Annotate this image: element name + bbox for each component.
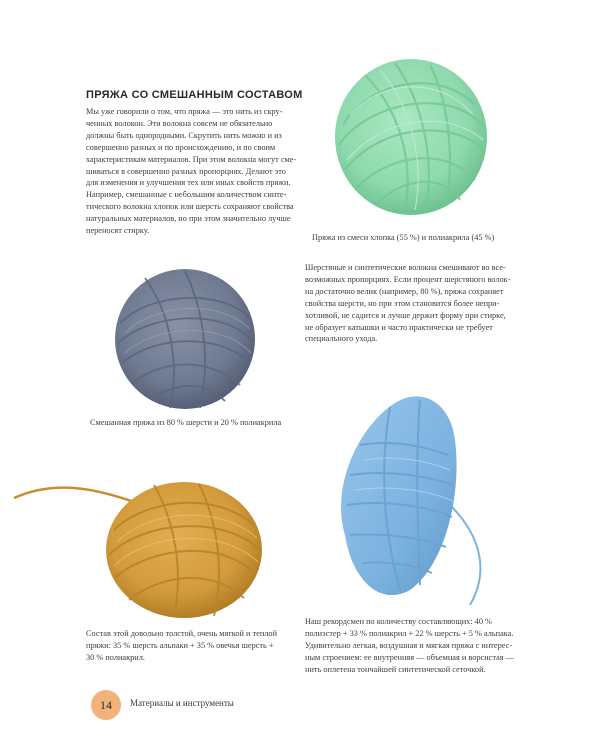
mustard-yarn-photo — [14, 470, 274, 620]
green-yarn-photo — [325, 45, 495, 225]
gray-yarn-caption: Смешанная пряжа из 80 % шерсти и 20 % полиакрила — [90, 418, 282, 427]
text-line: на достаточно велик (например, 80 %), пряжа сохраняет — [305, 286, 504, 296]
text-line: переносят стирку. — [86, 226, 150, 236]
blue-yarn-photo — [320, 385, 500, 615]
text-line: Наш рекордсмен по количеству составляющих: 40 % — [305, 617, 492, 626]
green-yarn-caption: Пряжа из смеси хлопка (55 %) и полиакрила (45 %) — [312, 233, 495, 242]
text-line: Состав этой довольно толстой, очень мягкой и теплой — [86, 629, 278, 638]
text-line: совершенно разных и по происхождению, и по своим — [86, 142, 276, 152]
text-line: 30 % полиакрил. — [86, 652, 145, 662]
page-number: 14 — [91, 690, 121, 720]
text-line: Шерстяные и синтетические волокна смешивают во все- — [305, 263, 506, 272]
text-line: Например, смешанные с небольшим количеством синте- — [86, 190, 287, 200]
text-line: ным строением: ее внутренняя — объемная и ворсистая — — [305, 652, 514, 662]
wool-paragraph — [305, 262, 510, 345]
text-line: полиэстер + 33 % полиакрил + 22 % шерсть + 5 % альпака. — [305, 628, 514, 638]
intro-paragraph — [86, 106, 296, 237]
text-line: натуральных материалов, но при этом значительно лучше — [86, 214, 291, 224]
alpaca-paragraph — [86, 628, 277, 664]
text-line: хотливой, не садится и лучше держит форму при стирке, — [305, 310, 506, 320]
text-line: нить оплетена тончайшей синтетической сеточкой. — [305, 664, 486, 674]
text-line: ченных волокон. Эти волокна совсем не обязательно — [86, 118, 273, 128]
text-line: для изменения и улучшения тех или иных свойств пряжи. — [86, 178, 291, 188]
text-line: специального ухода. — [305, 334, 378, 344]
record-paragraph — [305, 616, 514, 676]
gray-yarn-photo — [110, 263, 260, 413]
text-line: Мы уже говорили о том, что пряжа — это нить из скру- — [86, 107, 283, 116]
text-line: должны быть однородными. Скрутить нить можно и из — [86, 130, 282, 140]
text-line: Удивительно легкая, воздушная и мягкая пряжа с интерес- — [305, 640, 513, 650]
text-line: шиваться в совершенно разных пропорциях. Делают это — [86, 166, 286, 176]
section-title: Материалы и инструменты — [130, 698, 234, 708]
text-line: свойства шерсти, но при этом становится более непри- — [305, 298, 500, 308]
text-line: не образует катышки и часто практически не требует — [305, 322, 493, 332]
section-heading: ПРЯЖА СО СМЕШАННЫМ СОСТАВОМ — [86, 89, 303, 101]
text-line: тического волокна хлопок или шерсть сохраняют свойства — [86, 202, 294, 212]
text-line: характеристикам материалов. При этом волокна могут сме- — [86, 154, 297, 164]
text-line: возможных пропорциях. Если процент шерстяного волок- — [305, 274, 511, 284]
text-line: пряжи: 35 % шерсть альпаки + 35 % овечья шерсть + — [86, 640, 274, 650]
